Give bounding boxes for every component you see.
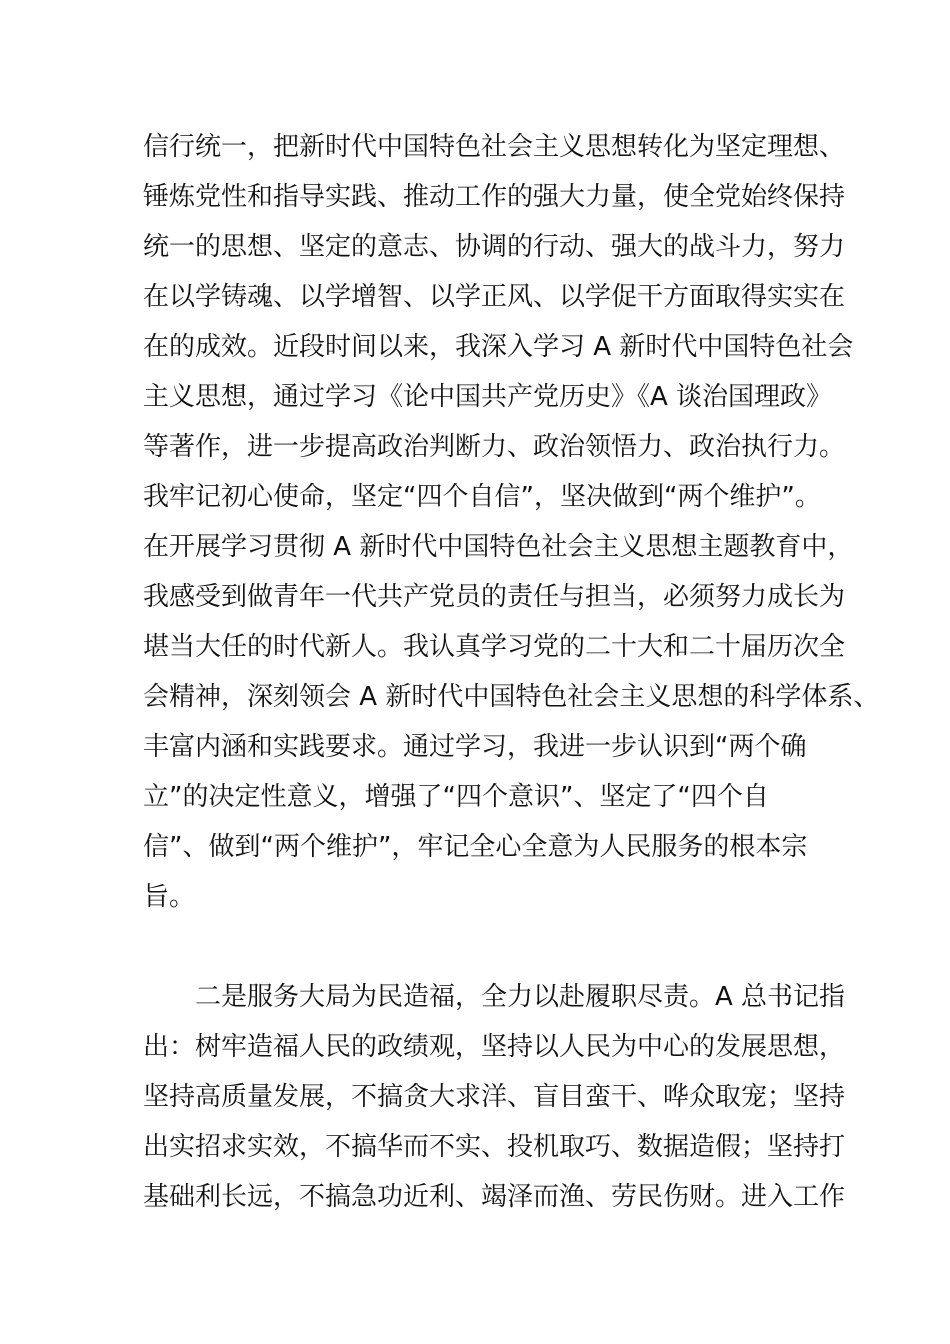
text-line: 立”的决定性意义，增强了“四个意识”、坚定了“四个自 xyxy=(143,782,769,812)
text-line: 出：树牢造福人民的政绩观，坚持以人民为中心的发展思想， xyxy=(143,1032,846,1062)
text-line: 等著作，进一步提高政治判断力、政治领悟力、政治执行力。 xyxy=(143,432,846,462)
text-line: 二是服务大局为民造福，全力以赴履职尽责。A 总书记指 xyxy=(143,982,846,1012)
text-line: 在开展学习贯彻 A 新时代中国特色社会主义思想主题教育中， xyxy=(143,532,854,562)
text-line: 在的成效。近段时间以来，我深入学习 A 新时代中国特色社会 xyxy=(143,332,854,362)
text-line: 坚持高质量发展，不搞贪大求洋、盲目蛮干、哗众取宠；坚持 xyxy=(143,1082,846,1112)
text-line: 信”、做到“两个维护”，牢记全心全意为人民服务的根本宗 xyxy=(143,832,808,862)
text-line: 主义思想，通过学习《论中国共产党历史》《A 谈治国理政》 xyxy=(143,382,833,412)
text-line: 会精神，深刻领会 A 新时代中国特色社会主义思想的科学体系、 xyxy=(143,682,880,712)
text-line: 出实招求实效，不搞华而不实、投机取巧、数据造假；坚持打 xyxy=(143,1132,846,1162)
text-line: 基础利长远，不搞急功近利、竭泽而渔、劳民伤财。进入工作 xyxy=(143,1182,846,1212)
text-line: 在以学铸魂、以学增智、以学正风、以学促干方面取得实实在 xyxy=(143,282,846,312)
text-line: 丰富内涵和实践要求。通过学习，我进一步认识到“两个确 xyxy=(143,732,807,762)
text-line: 信行统一，把新时代中国特色社会主义思想转化为坚定理想、 xyxy=(143,132,846,162)
text-line: 锤炼党性和指导实践、推动工作的强大力量，使全党始终保持 xyxy=(143,182,846,212)
text-line: 我感受到做青年一代共产党员的责任与担当，必须努力成长为 xyxy=(143,582,846,612)
text-line: 统一的思想、坚定的意志、协调的行动、强大的战斗力，努力 xyxy=(143,232,846,262)
text-line: 我牢记初心使命，坚定“四个自信”，坚决做到“两个维护”。 xyxy=(143,482,821,512)
text-line: 堪当大任的时代新人。我认真学习党的二十大和二十届历次全 xyxy=(143,632,846,662)
text-line: 旨。 xyxy=(143,882,196,912)
